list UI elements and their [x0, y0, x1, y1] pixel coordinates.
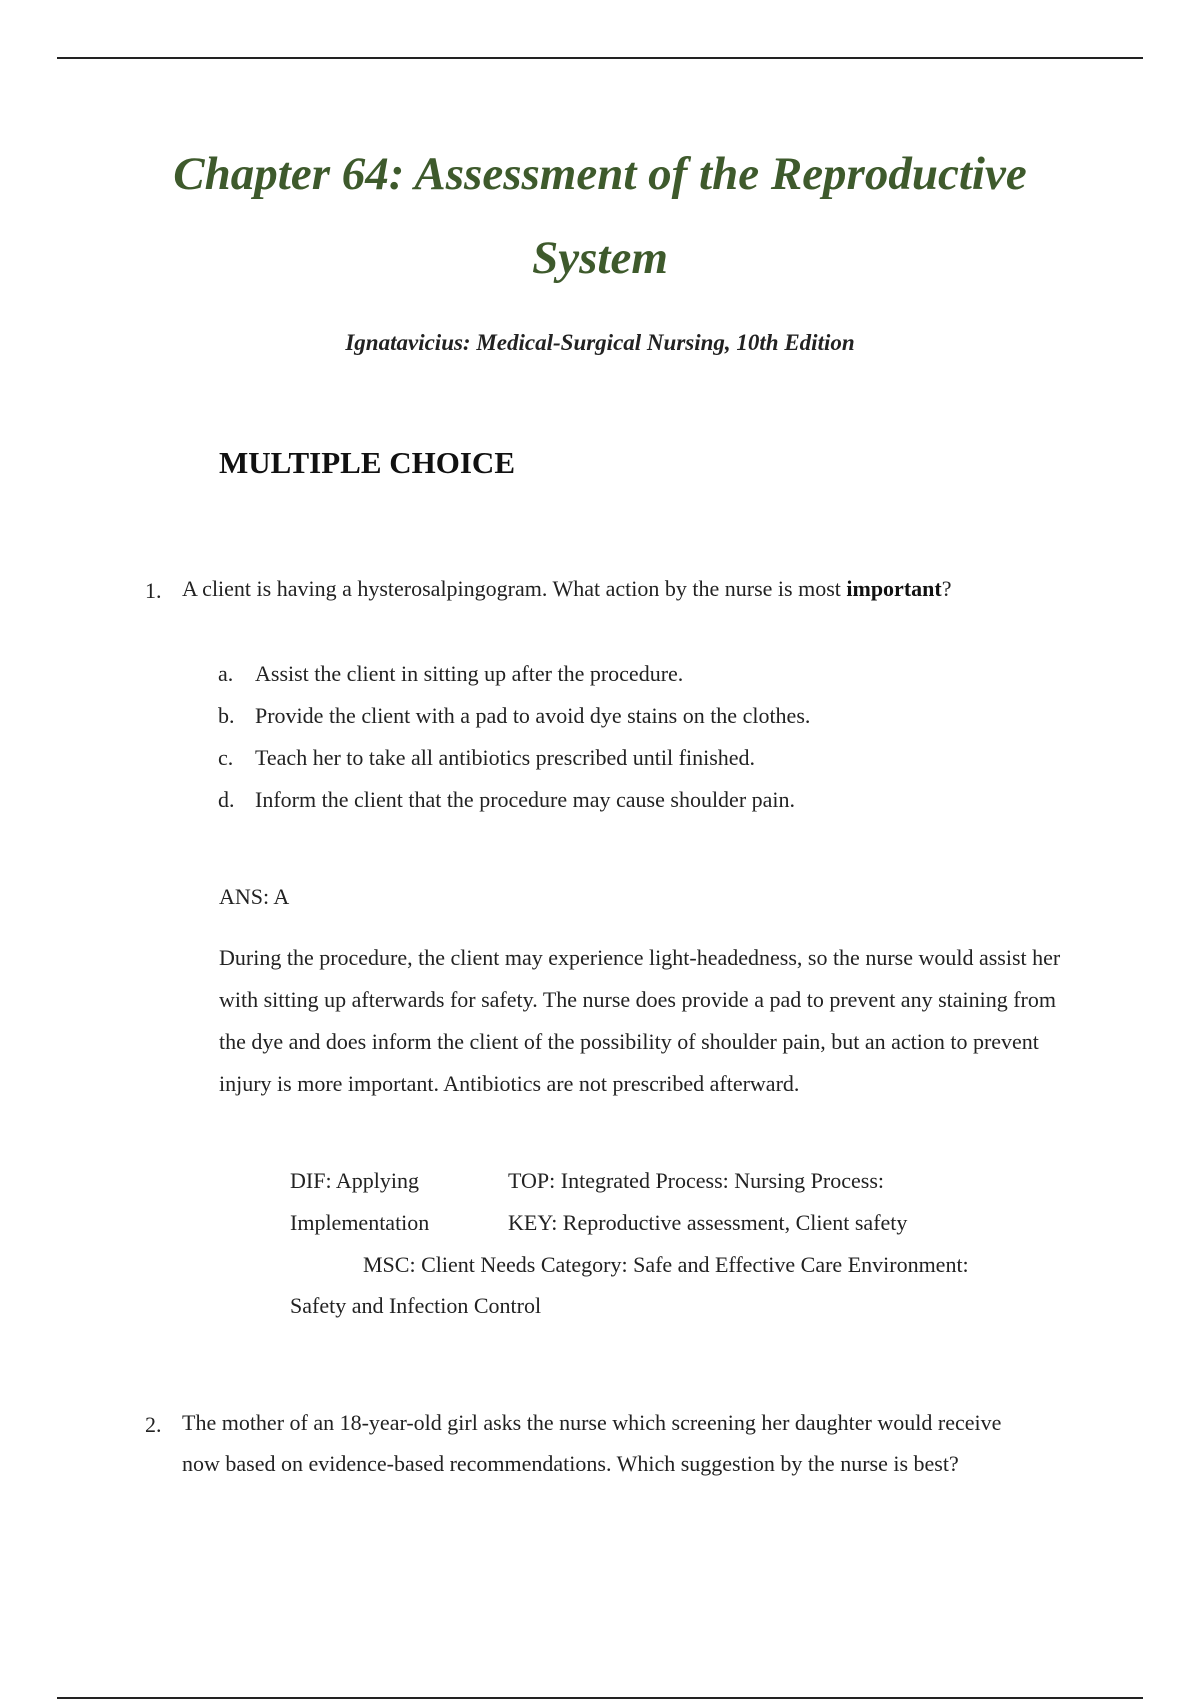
page-title: Chapter 64: Assessment of the Reproductive System	[173, 148, 1027, 284]
question-stem	[182, 568, 1002, 609]
bottom-rule	[57, 1697, 1143, 1699]
rationale: During the procedure, the client may experience light-headedness, so the nurse would assist her with sitting up afterwards for safety. The nurse does provide a pad to prevent any staining from the dye and does inform the client of the possibility of shoulder pain, but an action to prevent injury is more important. Antibiotics are not prescribed afterward.	[219, 945, 1061, 1096]
choice-letter: d.	[218, 787, 235, 812]
choice-letter: c.	[218, 745, 234, 770]
meta-key: KEY: Reproductive assessment, Client safety	[508, 1210, 908, 1235]
question-stem-text: A client is having a hysterosalpingogram. What action by the nurse is most	[182, 576, 841, 601]
meta-topic-continued: Implementation	[290, 1210, 430, 1235]
meta-topic: TOP: Integrated Process: Nursing Process:	[508, 1168, 884, 1193]
question-stem: The mother of an 18-year-old girl asks the nurse which screening her daughter would receive now based on evidence-based recommendations. Which suggestion by the nurse is best?	[182, 1410, 1002, 1476]
question-number: 1.	[145, 578, 162, 603]
meta-msc-continued: Safety and Infection Control	[290, 1293, 542, 1318]
question-number: 2.	[145, 1412, 162, 1437]
choice-text: Assist the client in sitting up after the procedure.	[255, 661, 684, 686]
section-heading: MULTIPLE CHOICE	[219, 445, 515, 480]
meta-msc: MSC: Client Needs Category: Safe and Effective Care Environment:	[363, 1252, 969, 1277]
choice-letter: b.	[218, 703, 235, 728]
choice-text: Provide the client with a pad to avoid dye stains on the clothes.	[255, 703, 811, 728]
answer-key: ANS: A	[219, 884, 290, 909]
book-subtitle: Ignatavicius: Medical-Surgical Nursing, 10th Edition	[345, 330, 855, 355]
top-rule	[57, 57, 1143, 59]
choice-letter: a.	[218, 661, 234, 686]
choice-text: Inform the client that the procedure may cause shoulder pain.	[255, 787, 796, 812]
meta-difficulty: DIF: Applying	[290, 1168, 419, 1193]
question-stem-emphasis: important	[846, 576, 942, 601]
question-stem-end: ?	[941, 576, 952, 601]
choice-text: Teach her to take all antibiotics prescribed until finished.	[255, 745, 756, 770]
